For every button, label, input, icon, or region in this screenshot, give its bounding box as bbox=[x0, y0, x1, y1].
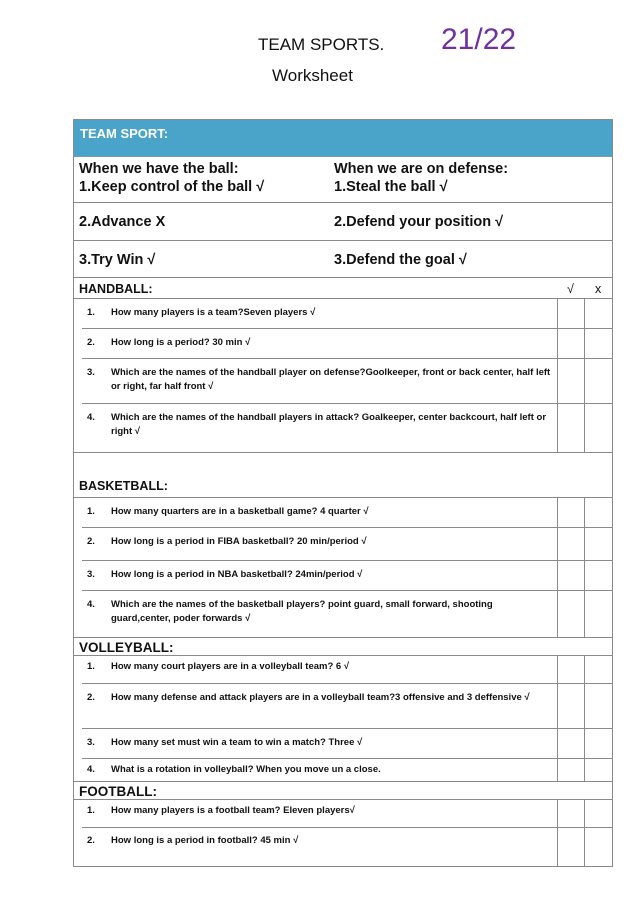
check-cell[interactable] bbox=[557, 299, 584, 328]
cross-cell[interactable] bbox=[584, 404, 612, 452]
school-year: 21/22 bbox=[441, 23, 517, 56]
question-text: How many defense and attack players are in a volleyball team?3 offensive and 3 deffensive √ bbox=[111, 692, 530, 703]
question-number: 1. bbox=[87, 805, 95, 816]
worksheet-header bbox=[0, 0, 638, 110]
question-number: 4. bbox=[87, 412, 95, 423]
check-cell[interactable] bbox=[557, 359, 584, 403]
defense-cell: 1.Steal the ball √ bbox=[334, 179, 448, 195]
check-cell[interactable] bbox=[557, 329, 584, 358]
worksheet-table bbox=[73, 119, 613, 867]
question-text: How many quarters are in a basketball game? 4 quarter √ bbox=[111, 506, 369, 517]
question-number: 3. bbox=[87, 569, 95, 580]
question-row bbox=[82, 684, 612, 729]
cross-cell[interactable] bbox=[584, 729, 612, 758]
defense-cell: 2.Defend your position √ bbox=[334, 214, 504, 230]
attack-cell: 3.Try Win √ bbox=[79, 252, 156, 268]
question-text: How many court players are in a volleyball team? 6 √ bbox=[111, 661, 350, 672]
question-row bbox=[82, 404, 612, 452]
check-cell[interactable] bbox=[557, 828, 584, 866]
defense-cell: 3.Defend the goal √ bbox=[334, 252, 467, 268]
basketball-heading bbox=[74, 452, 612, 498]
check-cell[interactable] bbox=[557, 528, 584, 560]
cross-cell[interactable] bbox=[584, 299, 612, 328]
check-cell[interactable] bbox=[557, 684, 584, 728]
cross-cell[interactable] bbox=[584, 800, 612, 827]
question-number: 3. bbox=[87, 367, 95, 378]
question-number: 4. bbox=[87, 764, 95, 775]
volleyball-heading bbox=[74, 637, 612, 656]
attack-cell: 2.Advance X bbox=[79, 214, 166, 230]
question-row bbox=[82, 498, 612, 528]
question-text: How long is a period in FIBA basketball? 20 min/period √ bbox=[111, 536, 367, 547]
question-row bbox=[82, 828, 612, 866]
question-text: Which are the names of the handball player on defense?Goolkeeper, front or back center, half left or right, far half front √ bbox=[111, 367, 551, 392]
question-text: What is a rotation in volleyball? When you move un a close. bbox=[111, 764, 381, 775]
cross-cell[interactable] bbox=[584, 828, 612, 866]
question-row bbox=[82, 800, 612, 828]
question-text: How many set must win a team to win a match? Three √ bbox=[111, 737, 363, 748]
page-subtitle: Worksheet bbox=[272, 66, 353, 85]
question-row bbox=[82, 759, 612, 781]
question-text: How long is a period? 30 min √ bbox=[111, 337, 251, 348]
question-row bbox=[82, 299, 612, 329]
question-row bbox=[82, 359, 612, 404]
football-title: FOOTBALL: bbox=[79, 784, 157, 799]
cross-cell[interactable] bbox=[584, 329, 612, 358]
question-number: 4. bbox=[87, 599, 95, 610]
team-sport-header-row bbox=[74, 157, 612, 179]
question-number: 1. bbox=[87, 661, 95, 672]
handball-title: HANDBALL: bbox=[79, 282, 153, 296]
question-number: 1. bbox=[87, 307, 95, 318]
question-row bbox=[82, 656, 612, 684]
check-cell[interactable] bbox=[557, 759, 584, 781]
question-text: How many players is a football team? Eleven players√ bbox=[111, 805, 355, 816]
question-number: 2. bbox=[87, 337, 95, 348]
check-cell[interactable] bbox=[557, 729, 584, 758]
question-text: Which are the names of the basketball players? point guard, small forward, shooting guard,center, poder forwards √ bbox=[111, 599, 493, 624]
question-row bbox=[82, 528, 612, 561]
volleyball-title: VOLLEYBALL: bbox=[79, 640, 174, 655]
question-row bbox=[82, 591, 612, 637]
check-cell[interactable] bbox=[557, 404, 584, 452]
attack-cell: 1.Keep control of the ball √ bbox=[79, 179, 265, 195]
cross-cell[interactable] bbox=[584, 684, 612, 728]
page-title: TEAM SPORTS. bbox=[258, 35, 385, 54]
check-cell[interactable] bbox=[557, 591, 584, 637]
check-column-header: √ bbox=[567, 282, 574, 296]
check-cell[interactable] bbox=[557, 561, 584, 590]
cross-cell[interactable] bbox=[584, 528, 612, 560]
question-number: 2. bbox=[87, 835, 95, 846]
cross-cell[interactable] bbox=[584, 656, 612, 683]
check-cell[interactable] bbox=[557, 800, 584, 827]
cross-cell[interactable] bbox=[584, 498, 612, 527]
question-text: Which are the names of the handball players in attack? Goalkeeper, center backcourt, half left or right √ bbox=[111, 412, 547, 437]
cross-cell[interactable] bbox=[584, 759, 612, 781]
defense-column-header: When we are on defense: bbox=[334, 161, 509, 177]
question-number: 2. bbox=[87, 536, 95, 547]
question-number: 3. bbox=[87, 737, 95, 748]
check-cell[interactable] bbox=[557, 498, 584, 527]
team-sport-row bbox=[74, 203, 612, 241]
question-text: How long is a period in NBA basketball? 24min/period √ bbox=[111, 569, 363, 580]
team-sport-row bbox=[74, 179, 612, 203]
question-text: How long is a period in football? 45 min √ bbox=[111, 835, 299, 846]
team-sport-heading: TEAM SPORT: bbox=[74, 120, 612, 157]
question-row bbox=[82, 329, 612, 359]
question-text: How many players is a team?Seven players √ bbox=[111, 307, 316, 318]
cross-cell[interactable] bbox=[584, 561, 612, 590]
question-row bbox=[82, 561, 612, 591]
basketball-title: BASKETBALL: bbox=[79, 479, 168, 493]
cross-column-header: x bbox=[595, 282, 602, 296]
attack-column-header: When we have the ball: bbox=[79, 161, 239, 177]
team-sport-row bbox=[74, 241, 612, 278]
question-number: 2. bbox=[87, 692, 95, 703]
cross-cell[interactable] bbox=[584, 359, 612, 403]
question-row bbox=[82, 729, 612, 759]
cross-cell[interactable] bbox=[584, 591, 612, 637]
football-heading bbox=[74, 781, 612, 800]
handball-heading bbox=[74, 278, 612, 299]
question-number: 1. bbox=[87, 506, 95, 517]
check-cell[interactable] bbox=[557, 656, 584, 683]
